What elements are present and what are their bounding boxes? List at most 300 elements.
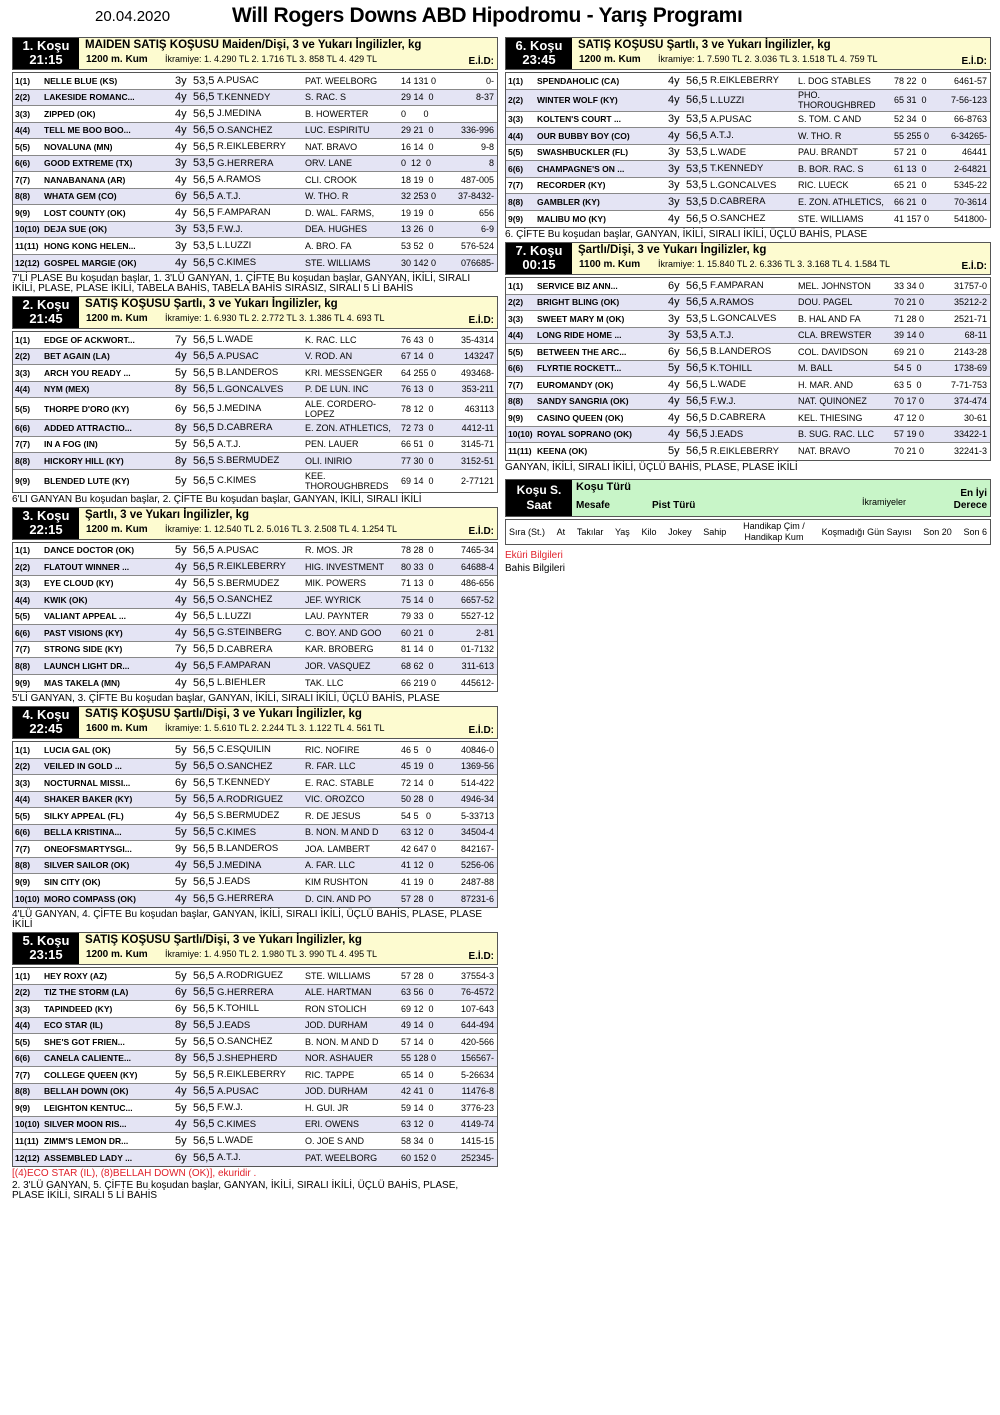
table-row — [506, 178, 990, 195]
legend-column-label: Jokey — [668, 526, 692, 537]
last-races: 7-56-123 — [950, 95, 987, 105]
race-type: SATIŞ KOŞUSU Şartlı, 3 ve Yukarı İngilizler, kg — [578, 39, 831, 51]
start-no: 9(9) — [508, 213, 524, 224]
horse-name: DEJA SUE (OK) — [44, 224, 107, 235]
weight: 56,5 — [193, 421, 215, 434]
jockey: G.STEINBERG — [217, 627, 282, 639]
legend-race-box — [506, 480, 572, 516]
last-races: 445612- — [460, 677, 494, 688]
horse-name: KOLTEN'S COURT ... — [537, 114, 622, 125]
start-no: 7(7) — [15, 1069, 31, 1080]
start-no: 6(6) — [15, 1053, 31, 1064]
start-no: 9(9) — [15, 876, 31, 887]
age: 4y — [175, 91, 187, 104]
horse-name: TAPINDEED (KY) — [44, 1003, 113, 1014]
stats: 19 19 0 — [401, 207, 434, 218]
bet-note: 6'LI GANYAN Bu koşudan başlar, 2. ÇİFTE Bu koşudan başlar, GANYAN, İKİLİ, SIRALI İKİLİ — [12, 493, 422, 505]
race-number: 4. Koşu — [22, 707, 70, 722]
owner: D. CIN. AND PO — [305, 893, 372, 904]
jockey: A.PUSAC — [217, 350, 259, 362]
table-row — [506, 112, 990, 129]
stats: 63 5 0 — [894, 379, 922, 390]
legend-column-label: Takılar — [576, 526, 604, 537]
stats: 66 219 0 — [401, 677, 437, 688]
last-races: 2-64821 — [953, 163, 987, 174]
bet-note: 5'Lİ GANYAN, 3. ÇİFTE Bu koşudan başlar, GANYAN, İKİLİ, SIRALI İKİLİ, ÜÇLÜ BAHİS, PLASE — [12, 693, 440, 704]
legend-column-label: Handikap Çim / Handikap Kum — [743, 520, 805, 542]
table-row — [13, 172, 497, 189]
last-races: 842167- — [460, 843, 494, 854]
weight: 53,5 — [193, 223, 215, 236]
table-row — [13, 1150, 497, 1167]
race-time: 23:15 — [29, 947, 63, 962]
jockey: D.CABRERA — [217, 643, 273, 655]
stats: 63 12 0 — [401, 1119, 434, 1130]
table-row — [506, 73, 990, 90]
age: 5y — [175, 969, 187, 982]
last-races: 2487-88 — [460, 876, 494, 887]
start-no: 7(7) — [508, 379, 524, 390]
start-no: 5(5) — [15, 141, 31, 152]
last-races: 7-71-753 — [950, 379, 987, 390]
weight: 53,5 — [193, 239, 215, 252]
start-no: 9(9) — [15, 207, 31, 218]
stats: 29 14 0 — [401, 92, 434, 103]
horse-name: SERVICE BIZ ANN... — [537, 280, 618, 291]
start-no: 1(1) — [15, 744, 31, 755]
age: 5y — [175, 438, 187, 451]
table-row — [13, 365, 497, 382]
jockey: J.MEDINA — [217, 403, 262, 414]
table-row — [13, 775, 497, 792]
stats: 72 14 0 — [401, 777, 434, 788]
last-races: 1369-56 — [460, 761, 494, 772]
race-block — [12, 706, 498, 930]
weight: 56,5 — [193, 454, 215, 467]
jockey: A.RODRIGUEZ — [217, 970, 283, 982]
jockey: A.T.J. — [710, 329, 734, 341]
stats: 81 14 0 — [401, 644, 434, 655]
horse-name: NANABANANA (AR) — [44, 174, 126, 185]
owner: B. NON. M AND D — [305, 827, 379, 838]
age: 4y — [175, 1085, 187, 1098]
race-number-box — [506, 243, 572, 274]
last-races: 2521-71 — [953, 313, 987, 324]
last-races: 3152-51 — [460, 455, 494, 466]
age: 4y — [668, 296, 680, 309]
weight: 56,5 — [193, 743, 215, 756]
stats: 65 14 0 — [401, 1069, 434, 1080]
age: 4y — [175, 593, 187, 606]
last-races: 486-656 — [460, 578, 494, 589]
owner: B. HOWERTER — [305, 108, 369, 119]
start-no: 10(10) — [15, 893, 40, 904]
owner: RIC. LUECK — [798, 180, 849, 191]
table-row — [13, 332, 497, 349]
age: 5y — [175, 760, 187, 773]
jockey: L.GONCALVES — [710, 313, 777, 325]
stats: 0 12 0 — [401, 158, 432, 169]
horse-name: EYE CLOUD (KY) — [44, 578, 114, 589]
table-row — [506, 328, 990, 345]
last-races: 35-4314 — [460, 334, 494, 345]
race-prize: İkramiye: 1. 6.930 TL 2. 2.772 TL 3. 1.386 TL 4. 693 TL — [165, 313, 385, 323]
weight: 56,5 — [193, 124, 215, 137]
weight: 53,5 — [686, 312, 708, 325]
table-row — [13, 1067, 497, 1084]
jockey: G.HERRERA — [217, 893, 274, 905]
owner: JOA. LAMBERT — [305, 843, 370, 854]
horse-name: COLLEGE QUEEN (KY) — [44, 1069, 138, 1080]
stats: 57 14 0 — [401, 1036, 434, 1047]
stats: 71 28 0 — [894, 313, 925, 324]
owner: R. DE JESUS — [305, 810, 361, 821]
stats: 39 14 0 — [894, 330, 925, 341]
horse-name: CHAMPAGNE'S ON ... — [537, 163, 625, 174]
stats: 70 21 0 — [894, 446, 925, 457]
table-row — [13, 189, 497, 206]
start-no: 3(3) — [508, 313, 524, 324]
weight: 53,5 — [686, 162, 708, 175]
bet-note: 4'LÜ GANYAN, 4. ÇİFTE Bu koşudan başlar, GANYAN, İKİLİ, SIRALI İKİLİ, ÜÇLÜ BAHİS, PLASE, PLASE İKİLİ — [12, 909, 483, 930]
stats: 63 12 0 — [401, 827, 434, 838]
stats: 77 30 0 — [401, 455, 434, 466]
age: 4y — [175, 1118, 187, 1131]
start-no: 6(6) — [15, 422, 31, 433]
age: 4y — [175, 256, 187, 269]
stats: 65 21 0 — [894, 180, 927, 191]
jockey: R.EIKLEBERRY — [217, 141, 286, 153]
race-number: 2. Koşu — [22, 297, 70, 312]
horse-name: BLENDED LUTE (KY) — [44, 475, 130, 486]
table-row — [13, 453, 497, 470]
start-no: 5(5) — [15, 1036, 31, 1047]
weight: 56,5 — [193, 809, 215, 822]
start-no: 5(5) — [15, 611, 31, 622]
horse-name: ARCH YOU READY ... — [44, 367, 131, 378]
weight: 56,5 — [686, 74, 708, 87]
horse-name: PAST VISIONS (KY) — [44, 627, 123, 638]
horse-name: BET AGAIN (LA) — [44, 351, 110, 362]
jockey: O.SANCHEZ — [217, 594, 273, 606]
table-row — [13, 742, 497, 759]
last-races: 5345-22 — [953, 180, 987, 191]
last-races: 6461-57 — [953, 75, 987, 86]
race-number-box — [13, 38, 79, 69]
horse-name: WHATA GEM (CO) — [44, 191, 117, 202]
last-races: 9-8 — [480, 141, 494, 152]
age: 5y — [175, 366, 187, 379]
weight: 56,5 — [193, 986, 215, 999]
legend-bets: Bahis Bilgileri — [505, 562, 566, 574]
race-time: 22:45 — [29, 721, 63, 736]
jockey: S.BERMUDEZ — [217, 577, 280, 589]
race-block — [12, 296, 498, 505]
stats: 32 253 0 — [401, 191, 437, 202]
horse-name: MAS TAKELA (MN) — [44, 677, 121, 688]
last-races: 514-422 — [460, 777, 494, 788]
legend-column-label: Sıra (St.) — [509, 526, 546, 537]
eid-label: E.İ.D: — [468, 56, 494, 67]
stats: 55 255 0 — [894, 130, 930, 141]
jockey: K.TOHILL — [217, 1003, 260, 1015]
owner: KEE. THOROUGHBREDS — [305, 470, 389, 491]
eid-label: E.İ.D: — [468, 725, 494, 736]
owner: A. FAR. LLC — [305, 860, 356, 871]
race-time: 22:15 — [29, 521, 63, 537]
table-row — [13, 592, 497, 609]
age: 3y — [668, 146, 680, 159]
race-prize: İkramiye: 1. 4.290 TL 2. 1.716 TL 3. 858 TL 4. 429 TL — [165, 54, 377, 64]
horse-name: LAUNCH LIGHT DR... — [44, 660, 130, 671]
stats: 71 13 0 — [401, 578, 434, 589]
horse-name: RECORDER (KY) — [537, 180, 606, 191]
weight: 56,5 — [193, 107, 215, 120]
age: 8y — [175, 383, 187, 396]
horse-name: BRIGHT BLING (OK) — [537, 297, 620, 308]
owner: KRI. MESSENGER — [305, 367, 383, 378]
stats: 78 28 0 — [401, 545, 434, 556]
age: 4y — [668, 74, 680, 87]
last-races: 7465-34 — [460, 545, 494, 556]
jockey: R.EIKLEBERRY — [217, 561, 286, 573]
start-no: 8(8) — [15, 1086, 31, 1097]
horse-name: LAKESIDE ROMANC... — [44, 92, 135, 103]
table-row — [13, 1034, 497, 1051]
race-prize: İkramiye: 1. 12.540 TL 2. 5.016 TL 3. 2.508 TL 4. 1.254 TL — [165, 523, 397, 534]
owner: RIC. NOFIRE — [305, 744, 360, 755]
jockey: J.EADS — [217, 876, 251, 888]
owner: H. GUI. JR — [305, 1102, 349, 1113]
age: 3y — [668, 329, 680, 342]
horse-name: MALIBU MO (KY) — [537, 213, 606, 224]
legend-columns — [505, 519, 991, 545]
last-races: 4412-11 — [461, 422, 494, 433]
weight: 56,5 — [193, 438, 215, 451]
age: 5y — [175, 743, 187, 756]
start-no: 1(1) — [15, 334, 31, 345]
stats: 57 28 0 — [401, 893, 434, 904]
owner: NOR. ASHAUER — [305, 1053, 374, 1064]
owner: HIG. INVESTMENT — [305, 561, 385, 572]
horse-name: ZIPPED (OK) — [44, 108, 96, 119]
stats: 16 14 0 — [401, 141, 434, 152]
start-no: 8(8) — [508, 196, 524, 207]
start-no: 1(1) — [15, 970, 31, 981]
race-block — [12, 37, 498, 294]
table-row — [13, 1084, 497, 1101]
legend-column-label: Kilo — [641, 526, 657, 537]
last-races: 46441 — [961, 147, 987, 158]
table-row — [13, 1051, 497, 1068]
start-no: 4(4) — [15, 1020, 31, 1031]
jockey: B.LANDEROS — [217, 843, 279, 855]
table-row — [506, 410, 990, 427]
jockey: A.T.J. — [217, 190, 241, 202]
jockey: L.GONCALVES — [217, 383, 284, 395]
weight: 56,5 — [193, 610, 215, 623]
horse-name: ZIMM'S LEMON DR... — [44, 1135, 129, 1146]
horse-name: BETWEEN THE ARC... — [537, 346, 627, 357]
weight: 56,5 — [193, 969, 215, 982]
horse-name: SWASHBUCKLER (FL) — [537, 147, 629, 158]
jockey: A.T.J. — [217, 438, 241, 450]
table-row — [13, 825, 497, 842]
jockey: R.EIKLEBERRY — [710, 445, 779, 457]
owner: R. FAR. LLC — [305, 761, 356, 772]
jockey: S.BERMUDEZ — [217, 810, 280, 822]
bet-note: GANYAN, İKİLİ, SIRALI İKİLİ, ÜÇLÜ BAHİS, PLASE, PLASE İKİLİ — [505, 461, 798, 473]
weight: 56,5 — [193, 676, 215, 689]
start-no: 8(8) — [15, 191, 31, 202]
jockey: A.T.J. — [710, 130, 734, 142]
last-races: 5-26634 — [460, 1069, 494, 1080]
owner: CLA. BREWSTER — [798, 330, 872, 341]
horse-name: KEENA (OK) — [537, 446, 588, 457]
horse-name: GAMBLER (KY) — [537, 196, 600, 207]
start-no: 8(8) — [15, 660, 31, 671]
last-races: 5527-12 — [460, 611, 494, 622]
weight: 56,5 — [193, 1052, 215, 1065]
owner: L. DOG STABLES — [798, 75, 871, 86]
last-races: 656 — [478, 207, 494, 218]
weight: 56,5 — [193, 140, 215, 153]
table-row — [506, 161, 990, 178]
table-row — [13, 123, 497, 140]
jockey: T.KENNEDY — [217, 777, 271, 789]
start-no: 9(9) — [15, 475, 31, 486]
table-row — [506, 128, 990, 145]
owner: B. NON. M AND D — [305, 1036, 379, 1047]
last-races: 6-9 — [480, 224, 494, 235]
legend-column-label: Yaş — [614, 526, 630, 537]
age: 6y — [175, 402, 187, 415]
age: 4y — [175, 350, 187, 363]
owner: ALE. HARTMAN — [305, 987, 372, 998]
table-row — [13, 156, 497, 173]
eid-label: E.İ.D: — [468, 951, 494, 962]
start-no: 2(2) — [15, 761, 31, 772]
race-distance: 1200 m. Kum — [579, 54, 641, 65]
table-row — [13, 139, 497, 156]
last-races: 5-33713 — [460, 810, 494, 821]
age: 8y — [175, 1019, 187, 1032]
age: 4y — [175, 124, 187, 137]
table-row — [13, 398, 497, 420]
start-no: 8(8) — [15, 860, 31, 871]
horse-name: HEY ROXY (AZ) — [44, 970, 107, 981]
owner: KAR. BROBERG — [305, 644, 374, 655]
stats: 41 12 0 — [401, 860, 434, 871]
jockey: G.HERRERA — [217, 986, 274, 998]
age: 4y — [668, 395, 680, 408]
stats: 64 255 0 — [401, 367, 437, 378]
last-races: 0- — [485, 75, 494, 86]
race-number-box — [13, 933, 79, 964]
jockey: B.LANDEROS — [710, 346, 772, 358]
horse-name: THORPE D'ORO (KY) — [44, 403, 130, 414]
page-title: Will Rogers Downs ABD Hipodromu - Yarış Programı — [232, 4, 743, 27]
table-row — [506, 344, 990, 361]
weight: 53,5 — [686, 146, 708, 159]
race-distance: 1200 m. Kum — [86, 949, 148, 960]
eid-label: E.İ.D: — [961, 56, 987, 67]
legend-distance: Mesafe — [576, 499, 610, 511]
stats: 41 19 0 — [401, 876, 434, 887]
stats: 57 28 0 — [401, 970, 434, 981]
stats: 69 14 0 — [401, 475, 434, 486]
weight: 56,5 — [193, 859, 215, 872]
age: 3y — [175, 74, 187, 87]
jockey: A.PUSAC — [217, 1085, 259, 1097]
weight: 56,5 — [193, 256, 215, 269]
jockey: L.GONCALVES — [710, 179, 777, 191]
jockey: C.KIMES — [217, 1118, 257, 1130]
jockey: J.SHEPHERD — [217, 1052, 278, 1064]
last-races: 6657-52 — [460, 594, 494, 605]
owner: O. JOE S AND — [305, 1135, 365, 1146]
age: 3y — [668, 162, 680, 175]
age: 5y — [175, 1068, 187, 1081]
last-races: 576-524 — [460, 240, 494, 251]
stats: 70 17 0 — [894, 396, 925, 407]
horse-name: ECO STAR (IL) — [44, 1020, 103, 1031]
race-prize: İkramiye: 1. 5.610 TL 2. 2.244 TL 3. 1.122 TL 4. 561 TL — [165, 723, 385, 733]
owner: H. MAR. AND — [798, 379, 854, 390]
start-no: 5(5) — [15, 403, 31, 414]
race-type: Şartlı, 3 ve Yukarı İngilizler, kg — [85, 508, 250, 521]
stats: 69 21 0 — [894, 346, 925, 357]
jockey: F.AMPARAN — [217, 207, 271, 219]
start-no: 4(4) — [15, 125, 31, 136]
start-no: 2(2) — [15, 987, 31, 998]
last-races: 11476-8 — [461, 1086, 494, 1097]
last-races: 4946-34 — [460, 794, 494, 805]
start-no: 9(9) — [508, 412, 524, 423]
stats: 68 62 0 — [401, 660, 434, 671]
age: 4y — [668, 411, 680, 424]
stats: 65 31 0 — [894, 95, 927, 105]
weight: 56,5 — [686, 212, 708, 225]
stats: 14 131 0 — [401, 75, 437, 86]
legend-type: Koşu Türü — [576, 480, 631, 493]
age: 7y — [175, 643, 187, 656]
table-row — [506, 443, 990, 460]
table-row — [13, 559, 497, 576]
race-type: Şartlı/Dişi, 3 ve Yukarı İngilizler, kg — [578, 244, 767, 256]
jockey: O.SANCHEZ — [217, 124, 273, 136]
last-races: 5256-06 — [460, 860, 494, 871]
age: 4y — [668, 378, 680, 391]
weight: 56,5 — [193, 366, 215, 379]
horse-name: MORO COMPASS (OK) — [44, 893, 136, 904]
owner: S. TOM. C AND — [798, 114, 862, 125]
owner: ALE. CORDERO-LOPEZ — [305, 398, 377, 419]
last-races: 1738-69 — [953, 363, 987, 374]
start-no: 12(12) — [15, 1152, 40, 1163]
jockey: C.KIMES — [217, 826, 257, 838]
weight: 56,5 — [193, 593, 215, 606]
horse-name: SPENDAHOLIC (CA) — [537, 75, 620, 86]
weight: 56,5 — [193, 892, 215, 905]
age: 3y — [175, 239, 187, 252]
horse-name: SILVER MOON RIS... — [44, 1119, 127, 1130]
jockey: L.WADE — [217, 334, 254, 346]
stats: 76 13 0 — [401, 384, 434, 395]
owner: KEL. THIESING — [798, 412, 863, 423]
table-row — [13, 858, 497, 875]
last-races: 2143-28 — [953, 346, 987, 357]
